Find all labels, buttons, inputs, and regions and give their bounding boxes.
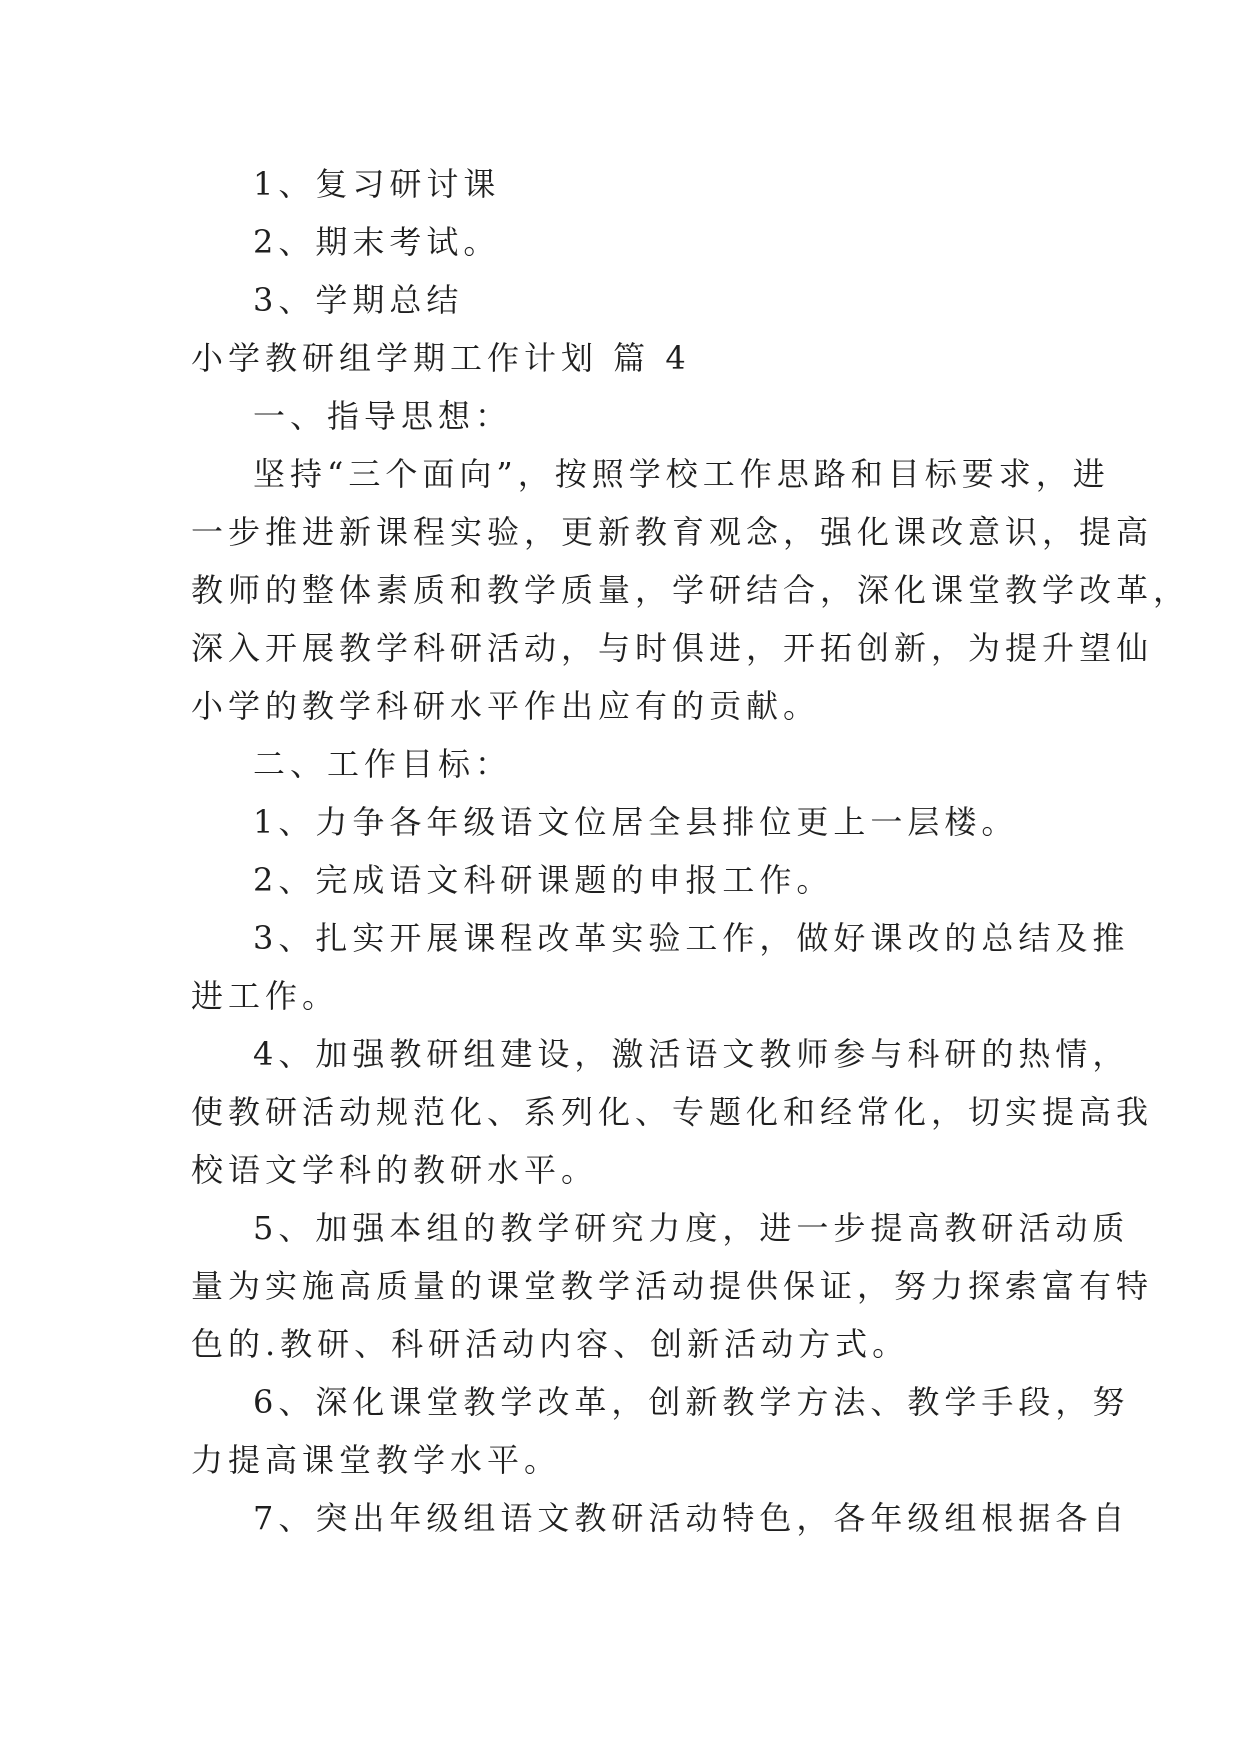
list-item-review-lesson: 1、复习研讨课 [253, 165, 501, 203]
goal-item-5-continued: 量为实施高质量的课堂教学活动提供保证，努力探索富有特 [191, 1267, 1154, 1305]
goal-item-4: 4、加强教研组建设，激活语文教师参与科研的热情， [253, 1035, 1130, 1073]
goal-item-4-continued: 校语文学科的教研水平。 [191, 1151, 599, 1189]
goal-item-5: 5、加强本组的教学研究力度，进一步提高教研活动质 [253, 1209, 1130, 1247]
goal-item-6: 6、深化课堂教学改革，创新教学方法、教学手段，努 [253, 1383, 1130, 1421]
subheading-guiding-thought: 一、指导思想： [253, 397, 513, 435]
goal-item-3-continued: 进工作。 [191, 977, 340, 1015]
goal-item-6-continued: 力提高课堂教学水平。 [191, 1441, 562, 1479]
goal-item-4-continued: 使教研活动规范化、系列化、专题化和经常化，切实提高我 [191, 1093, 1154, 1131]
paragraph-line: 教师的整体素质和教学质量，学研结合，深化课堂教学改革， [191, 571, 1191, 609]
goal-item-5-continued: 色的.教研、科研活动内容、创新活动方式。 [191, 1325, 910, 1363]
goal-item-7: 7、突出年级组语文教研活动特色，各年级组根据各自 [253, 1499, 1130, 1537]
paragraph-line: 坚持“三个面向”，按照学校工作思路和目标要求，进 [253, 455, 1110, 493]
list-item-final-exam: 2、期末考试。 [253, 223, 501, 261]
list-item-term-summary: 3、学期总结 [253, 281, 464, 319]
goal-item-1: 1、力争各年级语文位居全县排位更上一层楼。 [253, 803, 1019, 841]
subheading-work-goals: 二、工作目标： [253, 745, 513, 783]
paragraph-line: 一步推进新课程实验，更新教育观念，强化课改意识，提高 [191, 513, 1154, 551]
paragraph-line: 深入开展教学科研活动，与时俱进，开拓创新，为提升望仙 [191, 629, 1154, 667]
goal-item-3: 3、扎实开展课程改革实验工作，做好课改的总结及推 [253, 919, 1130, 957]
document-body [191, 155, 1191, 1547]
goal-item-2: 2、完成语文科研课题的申报工作。 [253, 861, 834, 899]
section-heading: 小学教研组学期工作计划 篇 4 [191, 339, 691, 377]
paragraph-line: 小学的教学科研水平作出应有的贡献。 [191, 687, 821, 725]
